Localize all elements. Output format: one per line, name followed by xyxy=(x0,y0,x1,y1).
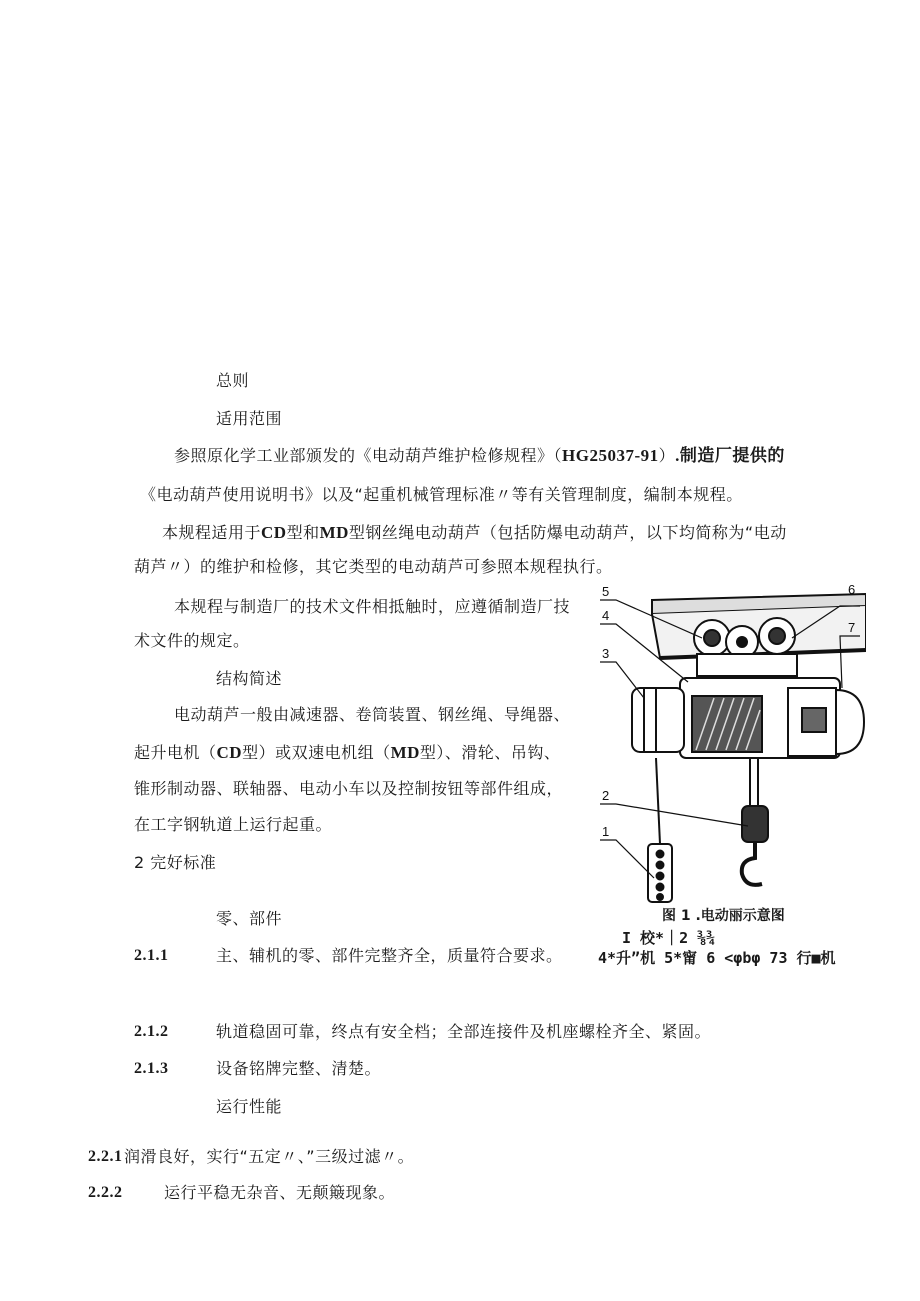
item-2-2-2-text: 运行平稳无杂音、无颠簸现象。 xyxy=(164,1183,396,1202)
type-md: MD xyxy=(319,523,349,542)
item-2-2-1-text: 润滑良好，实行“五定〃、”三级过滤〃。 xyxy=(124,1147,415,1166)
para3-line2: 术文件的规定。 xyxy=(134,631,250,650)
item-2-1-2-number: 2.1.2 xyxy=(134,1023,169,1040)
para1-text-b: ） xyxy=(658,446,676,465)
figure-caption: 图 1 .电动丽示意图 xyxy=(662,908,785,924)
item-2-1-2-text: 轨道稳固可靠，终点有安全档；全部连接件及机座螺栓齐全、紧固。 xyxy=(216,1022,712,1041)
type-cd: CD xyxy=(261,523,287,542)
label-2: 2 xyxy=(602,788,610,803)
figure-legend-line2: 4*升”机 5*甯 6 <φbφ 73 行■机 xyxy=(598,949,836,967)
item-2-2-1-number: 2.2.1 xyxy=(88,1148,123,1165)
label-1: 1 xyxy=(602,824,610,839)
item-2-2-2-number: 2.2.2 xyxy=(88,1184,123,1201)
figure-legend-line1: I 校*｜2 ⅜¾ xyxy=(622,929,716,947)
type-cd-2: CD xyxy=(216,743,243,762)
para4-line3: 锥形制动器、联轴器、电动小车以及控制按钮等部件组成， xyxy=(134,779,564,798)
para4-text-c: 型）、滑轮、吊钩、 xyxy=(419,743,561,762)
label-6: 6 xyxy=(848,582,856,597)
para2-text-a: 本规程适用于 xyxy=(162,523,262,542)
para2-line2: 葫芦〃）的维护和检修，其它类型的电动葫芦可参照本规程执行。 xyxy=(134,557,613,576)
heading-scope: 适用范围 xyxy=(216,409,283,428)
para2-text-c: 型钢丝绳电动葫芦（包括防爆电动葫芦，以下均简称为“电动 xyxy=(348,523,787,542)
para3-line1: 本规程与制造厂的技术文件相抵触时，应遵循制造厂技 xyxy=(174,597,571,616)
label-4: 4 xyxy=(602,608,610,623)
para1-line1 xyxy=(174,446,785,466)
type-md-2: MD xyxy=(390,743,420,762)
standard-code: HG25037-91 xyxy=(562,446,659,465)
label-7: 7 xyxy=(848,620,856,635)
para1-text-a: 参照原化学工业部颁发的《电动葫芦维护检修规程》（ xyxy=(174,446,563,465)
electric-hoist-diagram xyxy=(592,578,866,904)
item-2-1-3-number: 2.1.3 xyxy=(134,1060,169,1077)
heading-parts: 零、部件 xyxy=(216,909,283,928)
label-5: 5 xyxy=(602,584,610,599)
heading-general: 总则 xyxy=(216,371,250,390)
heading-structure: 结构简述 xyxy=(216,669,283,688)
heading-performance: 运行性能 xyxy=(216,1097,283,1116)
item-2-1-1-text: 主、辅机的零、部件完整齐全，质量符合要求。 xyxy=(216,946,563,965)
para1-text-c: .制造厂提供的 xyxy=(675,446,785,465)
para4-line2 xyxy=(134,743,560,763)
hook xyxy=(742,842,762,885)
para1-line2: 《电动葫芦使用说明书》以及“起重机械管理标准〃等有关管理制度，编制本规程。 xyxy=(140,485,743,504)
para4-line4: 在工字钢轨道上运行起重。 xyxy=(134,815,333,834)
para2-text-b: 型和 xyxy=(286,523,320,542)
para4-line1: 电动葫芦一般由减速器、卷筒装置、钢丝绳、导绳器、 xyxy=(174,705,571,724)
lifting-motor xyxy=(632,688,684,752)
heading-section2: 2 完好标准 xyxy=(134,853,217,872)
label-3: 3 xyxy=(602,646,610,661)
para2-line1 xyxy=(162,523,787,543)
para4-text-b: 型）或双速电机组（ xyxy=(242,743,391,762)
para4-text-a: 起升电机（ xyxy=(134,743,217,762)
item-2-1-1-number: 2.1.1 xyxy=(134,947,169,964)
item-2-1-3-text: 设备铭牌完整、清楚。 xyxy=(216,1059,382,1078)
hook-block xyxy=(742,806,768,842)
